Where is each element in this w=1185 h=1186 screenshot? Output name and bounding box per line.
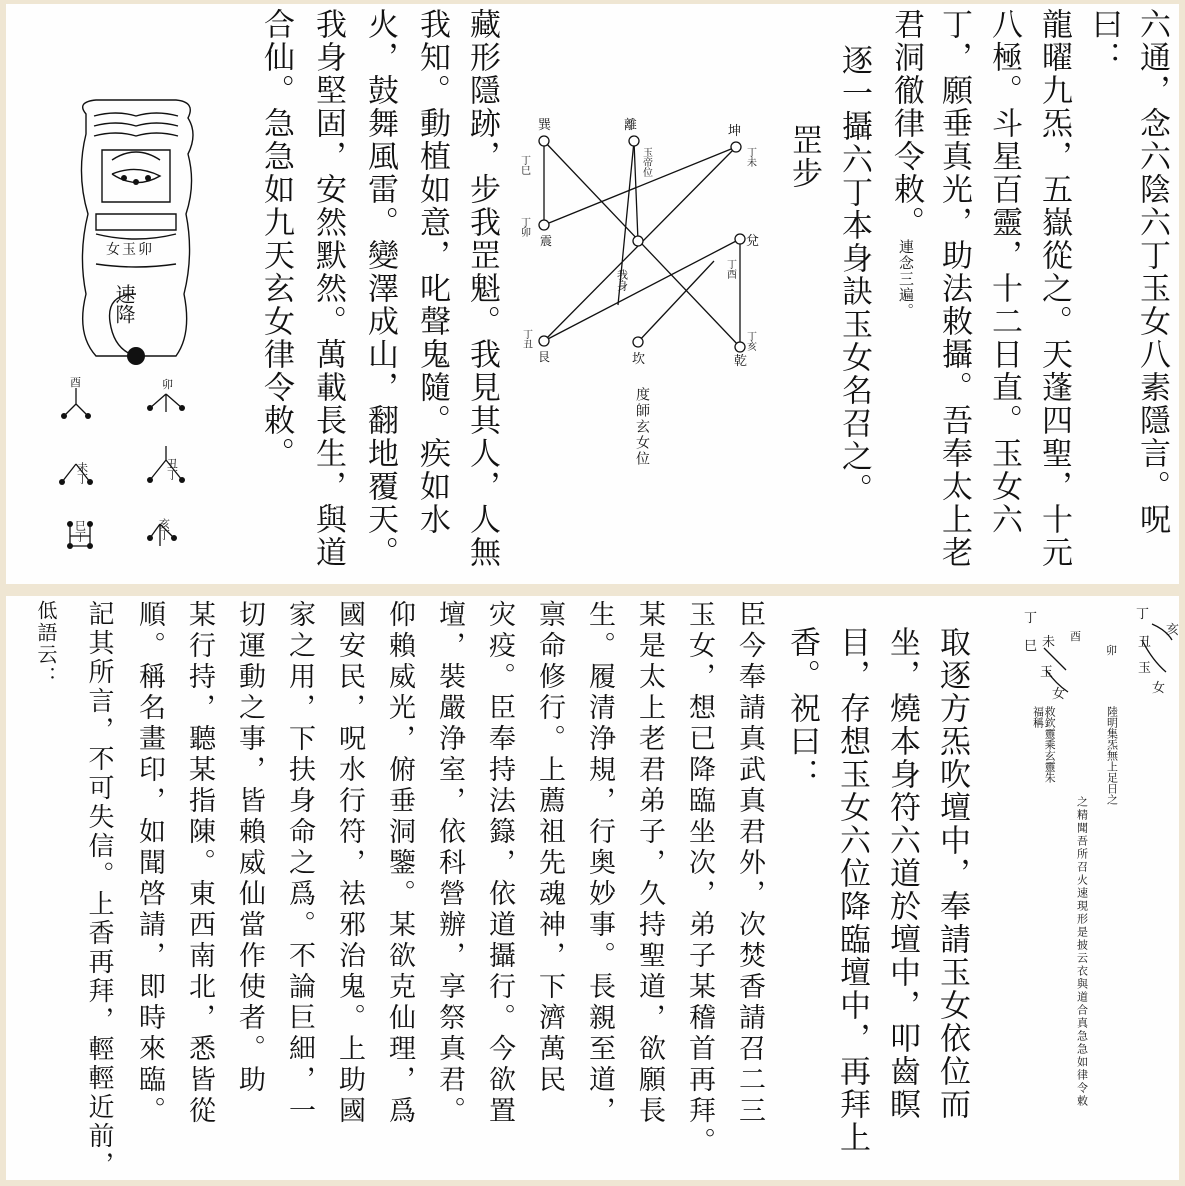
bagua-diagram bbox=[506, 99, 786, 499]
text-column: 生。履清浄規，行奥妙事。長親至道， bbox=[584, 600, 615, 1127]
diagram-caption: 度師玄女位 bbox=[634, 387, 650, 467]
trigram-zhen: 震 bbox=[540, 234, 553, 248]
trigram-kun: 坤 bbox=[728, 124, 742, 139]
text-column: 臣今奉請真武真君外，次焚香請召二三 bbox=[734, 600, 765, 1127]
text-column: 香。祝曰： bbox=[784, 626, 820, 791]
chart-label: 巳 bbox=[1024, 639, 1038, 654]
seal-chou-label: 丑丁 bbox=[165, 458, 179, 480]
chart-label: 玉 bbox=[1138, 661, 1152, 676]
text-column: 某是太上老君弟子，久持聖道，欲願長 bbox=[634, 600, 665, 1127]
text-column: 仰賴威光，俯垂洞鑒。某欲克仙理，爲 bbox=[384, 600, 415, 1127]
trigram-kun-sub: 丁未 bbox=[744, 147, 756, 167]
trigram-gen: 艮 bbox=[538, 350, 551, 364]
chart-label: 丑 bbox=[1138, 635, 1152, 650]
text-column: 龍曜九炁，五嶽從之。天蓬四聖，十元 bbox=[1036, 8, 1072, 569]
trigram-dui-sub: 丁酉 bbox=[724, 259, 736, 279]
text-column: 丁，願垂真光，助法敕攝。吾奉太上老 bbox=[936, 8, 972, 569]
trigram-qian-sub: 丁亥 bbox=[744, 331, 756, 351]
trigram-xun-sub: 丁巳 bbox=[518, 155, 530, 175]
text-column: 逐一攝六丁本身訣玉女名召之。 bbox=[836, 44, 872, 506]
side-chart bbox=[1016, 600, 1179, 700]
text-column: 合仙。急急如九天玄女律令敕。 bbox=[258, 8, 294, 470]
small-note: 連念三遍。 bbox=[897, 239, 915, 319]
chart-label: 丁 bbox=[1024, 611, 1038, 626]
chart-label: 玉 bbox=[1040, 665, 1054, 680]
text-column: 曰： bbox=[1086, 8, 1122, 74]
text-column-with-note bbox=[888, 8, 924, 319]
talisman-bottom-text: 速降 bbox=[112, 284, 136, 324]
seal-hai-label: 亥丁 bbox=[157, 518, 171, 540]
seal-you-label: 酉 bbox=[70, 376, 81, 389]
trigram-kan: 坎 bbox=[632, 352, 646, 367]
text-column: 低語云： bbox=[34, 600, 58, 688]
trigram-li: 離 bbox=[624, 118, 638, 133]
side-chart-column: 陸明集炁無上足日之 bbox=[1105, 706, 1119, 805]
trigram-qian: 乾 bbox=[734, 354, 748, 369]
text-column: 國安民，呪水行符，祛邪治鬼。上助國 bbox=[334, 600, 365, 1127]
trigram-li-sub: 玉帝位 bbox=[640, 147, 652, 177]
side-chart-column: 救欽靈乘玄靈朱福稱 bbox=[1031, 706, 1057, 783]
talisman-seal bbox=[66, 94, 206, 374]
text-column: 壇，裝嚴浄室，依科營辦，享祭真君。 bbox=[434, 600, 465, 1127]
section-heading: 罡步 bbox=[786, 124, 822, 190]
text-column: 六通，念六陰六丁玉女八素隱言。呪 bbox=[1134, 8, 1170, 536]
text-column: 玉女，想已降臨坐次，弟子某稽首再拜。 bbox=[684, 600, 715, 1158]
text-column: 火，鼓舞風雷。變澤成山，翻地覆天。 bbox=[362, 8, 398, 569]
side-chart-long-column: 之精聞吾所召火速現形是披云衣與道合真急急如律令敕 bbox=[1075, 796, 1089, 1108]
trigram-gen-sub: 丁丑 bbox=[520, 329, 532, 349]
talisman-label: 女玉卯 bbox=[106, 242, 154, 258]
trigram-dui: 兌 bbox=[746, 234, 760, 249]
text-run: 君洞徹律令敕。 bbox=[888, 8, 924, 239]
chart-label: 未 bbox=[1042, 635, 1056, 650]
text-column: 我身堅固，安然默然。萬載長生，與道 bbox=[310, 8, 346, 569]
chart-label: 卯 bbox=[1106, 644, 1117, 657]
text-column: 坐，燒本身符六道於壇中，叩齒瞑 bbox=[884, 626, 920, 1121]
text-column: 禀命修行。上薦祖先魂神，下濟萬民 bbox=[534, 600, 565, 1096]
text-column: 取逐方炁吹壇中，奉請玉女依位而 bbox=[934, 626, 970, 1121]
chart-label: 女 bbox=[1152, 681, 1166, 696]
me-label: 我身 bbox=[615, 269, 629, 291]
trigram-xun: 巽 bbox=[538, 118, 552, 133]
text-column: 某行持，聽某指陳。東西南北，悉皆從 bbox=[184, 600, 215, 1127]
text-column: 順。稱名畫印，如聞啓請，即時來臨。 bbox=[134, 600, 165, 1127]
text-column: 藏形隱跡，步我罡魁。我見其人，人無 bbox=[464, 8, 500, 569]
text-column: 灾疫。臣奉持法籙，依道攝行。今欲置 bbox=[484, 600, 515, 1127]
trigram-zhen-sub: 丁卯 bbox=[518, 217, 530, 237]
chart-label: 酉 bbox=[1070, 630, 1081, 643]
text-column: 切運動之事，皆賴威仙當作使者。助 bbox=[234, 600, 265, 1096]
seal-mao-label: 卯 bbox=[162, 378, 173, 391]
top-page bbox=[6, 4, 1179, 584]
chart-label: 丁 bbox=[1136, 607, 1150, 622]
seal-si-label: 巳丁 bbox=[73, 520, 87, 542]
text-column: 家之用，下扶身命之爲。不論巨細，一 bbox=[284, 600, 315, 1127]
text-column: 目，存想玉女六位降臨壇中，再拜上 bbox=[834, 626, 870, 1154]
bottom-page bbox=[6, 596, 1179, 1180]
seal-marks bbox=[56, 376, 226, 566]
chart-label: 女 bbox=[1052, 687, 1066, 700]
text-column: 記其所言，不可失信。上香再拜，輕輕近前， bbox=[84, 600, 114, 1180]
text-column: 我知。動植如意，叱聲鬼隨。疾如水 bbox=[414, 8, 450, 536]
chart-label: 亥 bbox=[1166, 623, 1180, 638]
text-column: 八極。斗星百靈，十二日直。玉女六 bbox=[986, 8, 1022, 536]
seal-wei-label: 未丁 bbox=[75, 462, 89, 484]
